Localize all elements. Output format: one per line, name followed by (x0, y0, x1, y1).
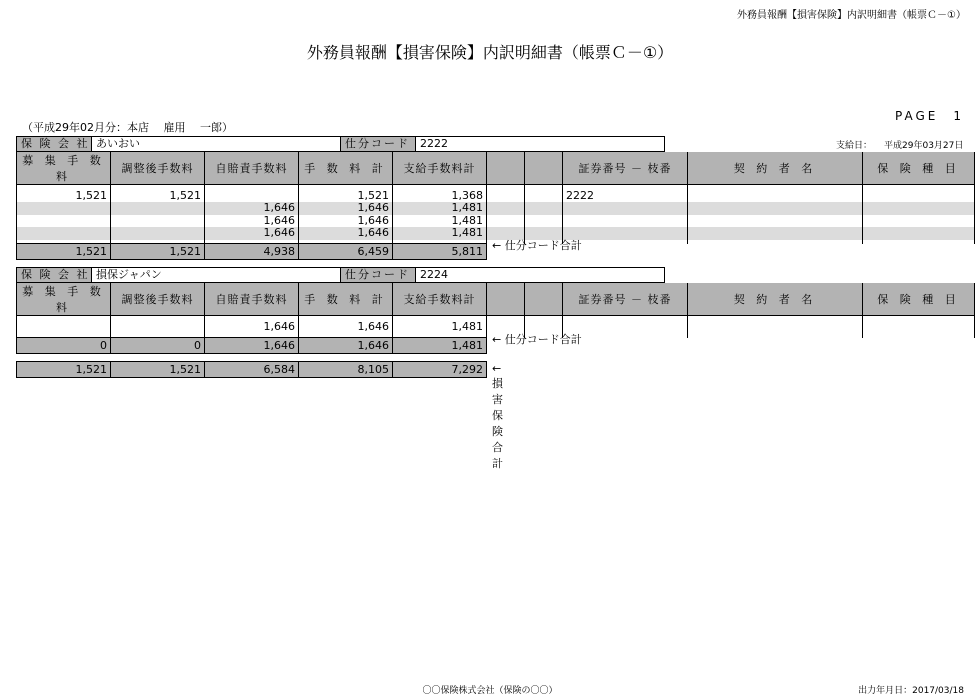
cell (111, 202, 205, 215)
company-info-row (16, 136, 975, 152)
table-row (17, 190, 975, 203)
col-header: 手 数 料 計 (299, 152, 393, 185)
grand-total (16, 361, 503, 470)
col-header (487, 283, 525, 316)
cell (563, 202, 688, 215)
cell (205, 190, 299, 203)
detail-table (16, 152, 975, 244)
cell: 1,646 (299, 321, 393, 334)
cell: 1,646 (299, 202, 393, 215)
col-header: 募 集 手 数 料 (17, 152, 111, 185)
company-info-row (16, 267, 975, 283)
subtotal-label: ← 仕分コード合計 (492, 333, 582, 346)
cell (863, 190, 975, 203)
cell (525, 202, 563, 215)
cell (688, 227, 863, 240)
grand-total-table (16, 361, 487, 378)
cell (17, 321, 111, 334)
col-header: 保 険 種 目 (863, 152, 975, 185)
cell (17, 215, 111, 228)
cell (688, 202, 863, 215)
code-label: 仕分コード (340, 136, 416, 152)
cell (863, 215, 975, 228)
cell (863, 321, 975, 334)
company-label: 保 険 会 社 (16, 267, 92, 283)
col-header: 自賠責手数料 (205, 152, 299, 185)
code-label: 仕分コード (340, 267, 416, 283)
table-row (17, 215, 975, 228)
cell (487, 190, 525, 203)
col-header: 調整後手数料 (111, 283, 205, 316)
subtotal-cell: 1,646 (299, 338, 393, 354)
col-header: 手 数 料 計 (299, 283, 393, 316)
cell (863, 202, 975, 215)
cell: 1,368 (393, 190, 487, 203)
cell (688, 321, 863, 334)
subtotal-cell: 1,481 (393, 338, 487, 354)
grand-total-cell: 1,521 (17, 362, 111, 378)
footer-company: 〇〇保険株式会社（保険の〇〇） (422, 686, 558, 696)
cell (17, 227, 111, 240)
subtotal-cell: 0 (17, 338, 111, 354)
subtotal-cell: 0 (111, 338, 205, 354)
cell (111, 227, 205, 240)
col-header: 契 約 者 名 (688, 152, 863, 185)
pay-date-value: 平成29年03月27日 (884, 141, 964, 151)
footer-output-date: 出力年月日：2017/03/18 (858, 686, 964, 696)
cell: 1,521 (111, 190, 205, 203)
table-header (17, 283, 975, 316)
cell: 1,481 (393, 202, 487, 215)
code-value: 2222 (415, 136, 665, 152)
subtotal-table (16, 337, 487, 354)
cell: 2222 (563, 190, 688, 203)
cell: 1,481 (393, 227, 487, 240)
cell: 1,646 (299, 215, 393, 228)
cell (525, 190, 563, 203)
page-number: PAGE 1 (895, 109, 964, 123)
cell: 1,646 (299, 227, 393, 240)
col-header: 保 険 種 目 (863, 283, 975, 316)
cell (563, 215, 688, 228)
col-header: 証券番号 － 枝番 (563, 152, 688, 185)
cell (688, 190, 863, 203)
cell (17, 202, 111, 215)
col-header (525, 152, 563, 185)
section-company-1 (16, 136, 975, 260)
company-name: 損保ジャパン (91, 267, 341, 283)
cell: 1,646 (205, 215, 299, 228)
col-header (487, 152, 525, 185)
subtotal-cell: 1,646 (205, 338, 299, 354)
table-row (17, 202, 975, 215)
subtotal-label: ← 仕分コード合計 (492, 239, 582, 252)
report-title-small: 外務員報酬【損害保険】内訳明細書（帳票Ｃ－①） (737, 10, 966, 21)
cell: 1,646 (205, 227, 299, 240)
cell: 1,646 (205, 321, 299, 334)
grand-total-cell: 8,105 (299, 362, 393, 378)
section-company-2 (16, 267, 975, 354)
company-label: 保 険 会 社 (16, 136, 92, 152)
cell: 1,481 (393, 321, 487, 334)
grand-total-label: ← 損害保険合計 (492, 362, 503, 470)
cell: 1,521 (17, 190, 111, 203)
page-title: 外務員報酬【損害保険】内訳明細書（帳票Ｃ－①） (306, 43, 674, 62)
col-header: 募 集 手 数 料 (17, 283, 111, 316)
grand-total-cell: 6,584 (205, 362, 299, 378)
subtotal-cell: 6,459 (299, 243, 393, 259)
col-header: 証券番号 － 枝番 (563, 283, 688, 316)
cell: 1,646 (205, 202, 299, 215)
table-header (17, 152, 975, 185)
col-header: 支給手数料計 (393, 152, 487, 185)
col-header: 契 約 者 名 (688, 283, 863, 316)
cell (487, 215, 525, 228)
grand-total-row (17, 362, 487, 378)
cell (863, 227, 975, 240)
subtotal-cell: 4,938 (205, 243, 299, 259)
detail-table (16, 283, 975, 338)
grand-total-cell: 7,292 (393, 362, 487, 378)
subtotal-cell: 1,521 (111, 243, 205, 259)
subtotal-row (17, 338, 487, 354)
subtotal-row (17, 243, 487, 259)
col-header (525, 283, 563, 316)
pay-date-label: 支給日： (836, 141, 873, 151)
grand-total-cell: 1,521 (111, 362, 205, 378)
cell: 1,521 (299, 190, 393, 203)
period-label: （平成29年02月分：本店 雇用 一郎） (22, 121, 233, 134)
cell (111, 321, 205, 334)
col-header: 自賠責手数料 (205, 283, 299, 316)
col-header: 支給手数料計 (393, 283, 487, 316)
cell (525, 215, 563, 228)
cell: 1,481 (393, 215, 487, 228)
col-header: 調整後手数料 (111, 152, 205, 185)
subtotal-cell: 1,521 (17, 243, 111, 259)
subtotal-cell: 5,811 (393, 243, 487, 259)
company-name: あいおい (91, 136, 341, 152)
cell (487, 202, 525, 215)
subtotal-table (16, 243, 487, 260)
cell (111, 215, 205, 228)
cell (688, 215, 863, 228)
code-value: 2224 (415, 267, 665, 283)
